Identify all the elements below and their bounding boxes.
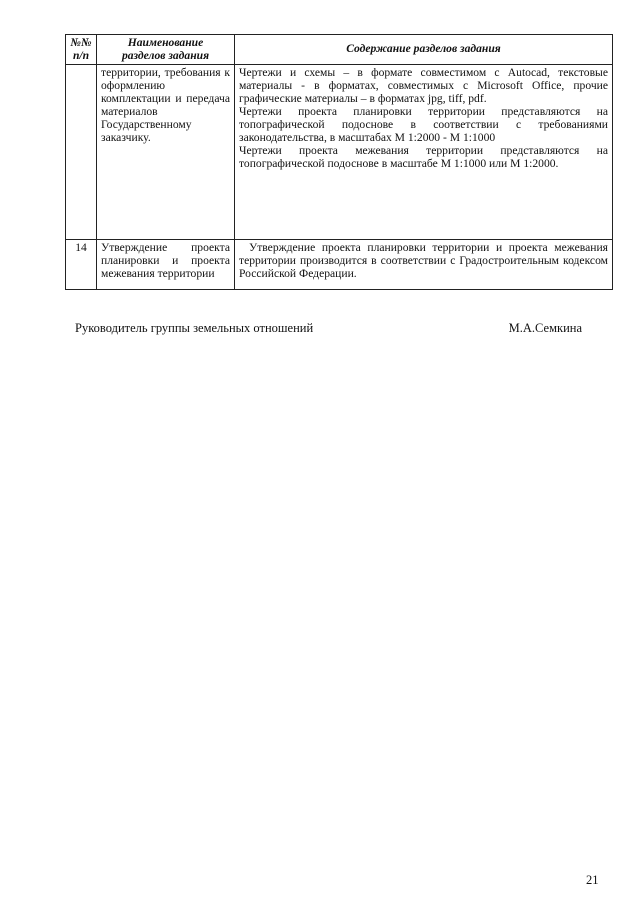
header-num: №№ п/п (66, 35, 97, 65)
header-section-content: Содержание разделов задания (235, 35, 613, 65)
content-paragraph: Утверждение проекта планировки территории и проекта межевания территории производится в соответствии с Градостроительным кодексом Российской Федерации. (239, 241, 608, 280)
row-number (66, 65, 97, 240)
table-row (66, 65, 613, 240)
signatory-position: Руководитель группы земельных отношений (75, 321, 314, 335)
content-paragraph: Чертежи проекта межевания территории представляются на топографической подоснове в масштабе М 1:1000 или М 1:2000. (239, 144, 608, 170)
row-section-name: Утверждение проекта планировки и проекта межевания территории (97, 240, 235, 290)
table-row (66, 240, 613, 290)
header-section-name (97, 35, 235, 65)
row-section-content (235, 65, 613, 240)
signature-block (75, 321, 582, 336)
signatory-name: М.А.Семкина (508, 321, 582, 335)
header-section-name-line2: разделов задания (121, 48, 210, 62)
page-number: 21 (586, 873, 599, 887)
content-paragraph: Чертежи и схемы – в формате совместимом с Autocad, текстовые материалы - в форматах, совместимых с Microsoft Office, прочие графические материалы – в форматах jpg, tiff, pdf. (239, 66, 608, 105)
row-number: 14 (66, 240, 97, 290)
content-paragraph: Чертежи проекта планировки территории представляются на топографической подоснове в соответствии с требованиями законодательства, в масштабах М 1:2000 - М 1:1000 (239, 105, 608, 144)
header-section-name-line1: Наименование (127, 36, 204, 49)
row-section-content (235, 240, 613, 290)
task-sections-table (65, 34, 613, 290)
row-section-name: территории, требования к оформлению комплектации и передача материалов Государственному заказчику. (97, 65, 235, 240)
table-header-row (66, 35, 613, 65)
